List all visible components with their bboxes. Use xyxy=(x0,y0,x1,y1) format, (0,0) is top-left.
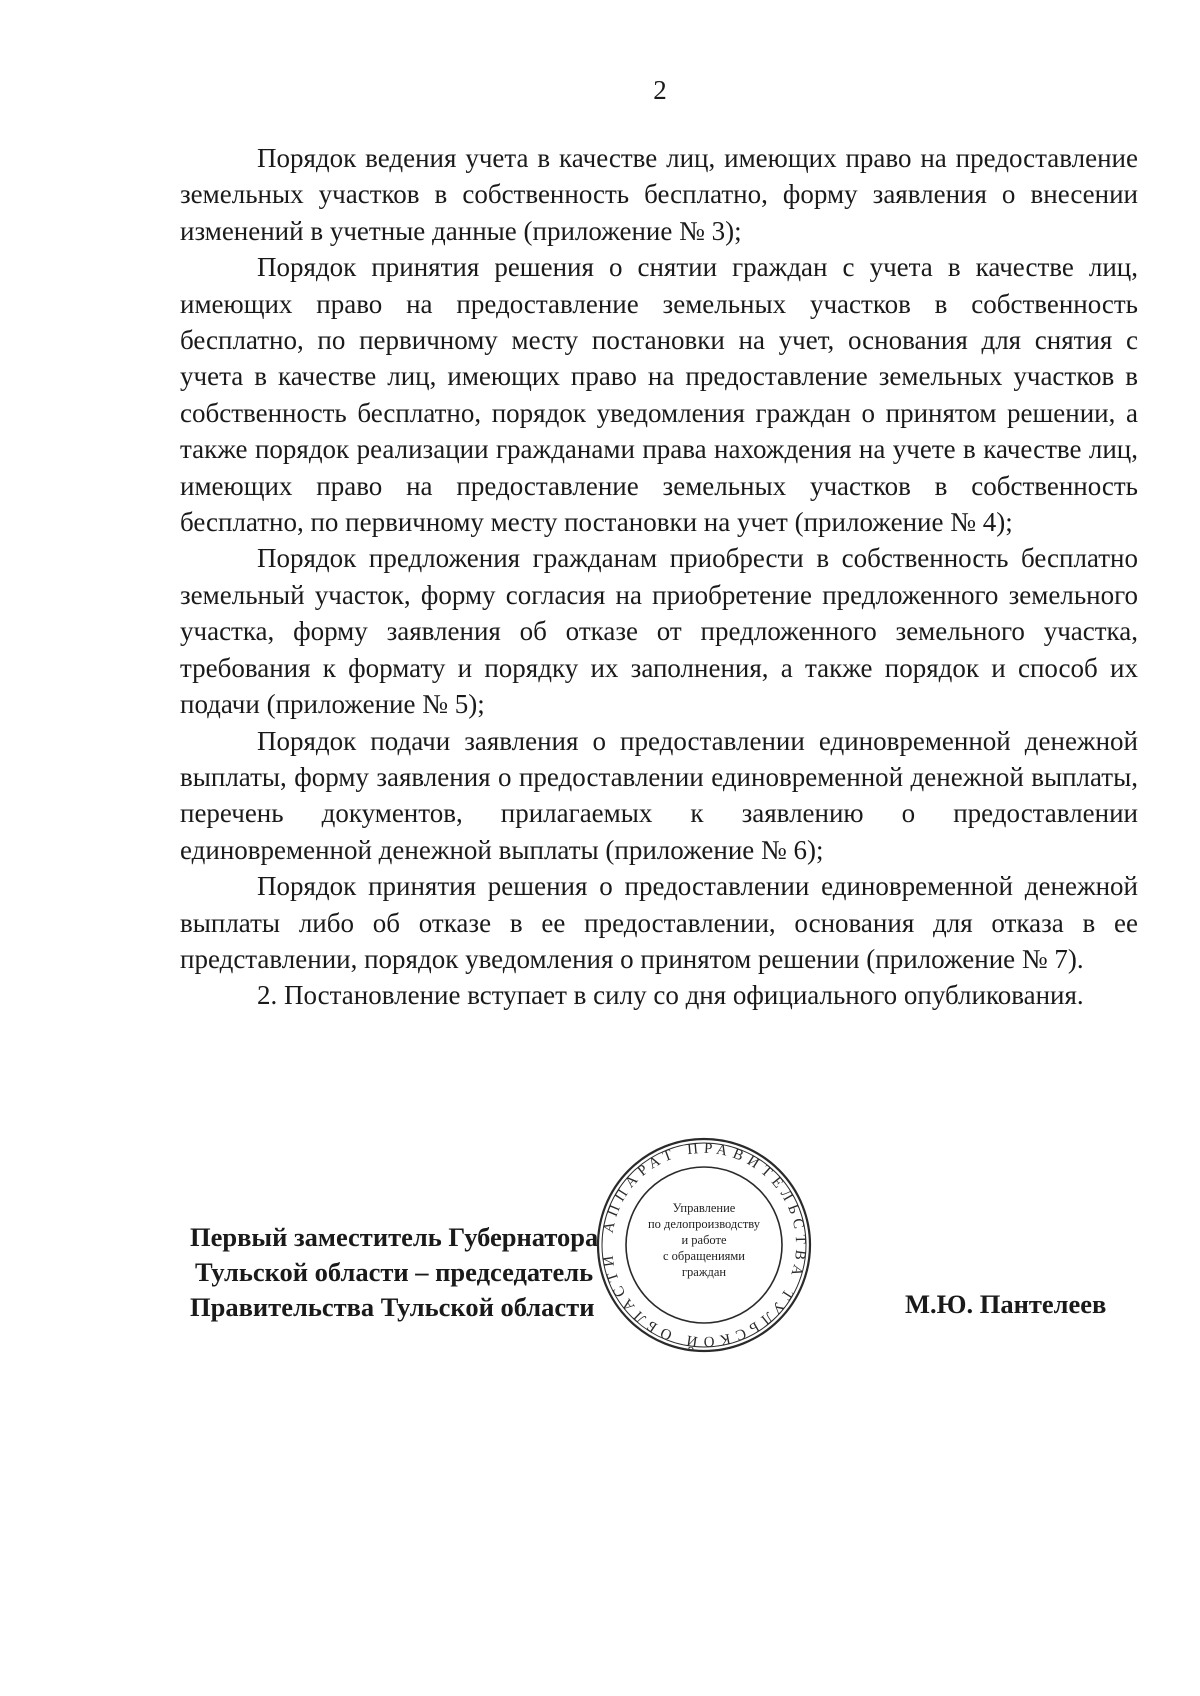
seal-inner-line: граждан xyxy=(681,1265,727,1279)
seal-inner-line: по делопроизводству xyxy=(647,1217,761,1231)
signatory-title-line-1: Первый заместитель Губернатора xyxy=(190,1222,599,1252)
paragraph-appendix-6: Порядок подачи заявления о предоставлении единовременной денежной выплаты, форму заявления о предоставлении единовременной денежной выплаты, перечень документов, прилагаемых к заявлению о предоставлении единовременной денежной выплаты (приложение № 6); xyxy=(180,725,1138,865)
document-body xyxy=(180,140,1138,1014)
paragraph-effective-date: 2. Постановление вступает в силу со дня официального опубликования. xyxy=(257,980,1084,1011)
paragraph-appendix-3: Порядок ведения учета в качестве лиц, имеющих право на предоставление земельных участков в собственность бесплатно, форму заявления о внесении изменений в учетные данные (приложение № 3); xyxy=(180,143,1138,246)
seal-inner-line: и работе xyxy=(681,1233,727,1247)
signatory-title-line-3: Правительства Тульской области xyxy=(190,1292,595,1322)
paragraph-appendix-7: Порядок принятия решения о предоставлении единовременной денежной выплаты либо об отказе в ее предоставлении, основания для отказа в ее представлении, порядок уведомления о принятом решении (приложение № 7). xyxy=(180,871,1138,974)
seal-ring-text: АППАРАТ ПРАВИТЕЛЬСТВА ТУЛЬСКОЙ ОБЛАСТИ xyxy=(599,1140,809,1350)
signatory-title-line-2: Тульской области – председатель xyxy=(195,1257,594,1287)
official-seal xyxy=(592,1136,816,1354)
paragraph-appendix-5: Порядок предложения гражданам приобрести в собственность бесплатно земельный участок, форму согласия на приобретение предложенного земельного участка, форму заявления об отказе от предложенного земельного участка, требования к формату и порядку их заполнения, а также порядок и способ их подачи (приложение № 5); xyxy=(180,543,1138,720)
paragraph-appendix-4: Порядок принятия решения о снятии граждан с учета в качестве лиц, имеющих право на предоставление земельных участков в собственность бесплатно, по первичному месту постановки на учет, основания для снятия с учета в качестве лиц, имеющих право на предоставление земельных участков в собственность бесплатно, порядок уведомления граждан о принятом решении, а также порядок реализации гражданами права нахождения на учете в качестве лиц, имеющих право на предоставление земельных участков в собственность бесплатно, по первичному месту постановки на учет (приложение № 4); xyxy=(180,252,1138,538)
seal-inner-text xyxy=(628,1200,780,1280)
signatory-name: М.Ю. Пантелеев xyxy=(905,1289,1107,1319)
seal-inner-line: с обращениями xyxy=(663,1249,745,1263)
signatory-title xyxy=(190,1220,598,1325)
seal-inner-line: Управление xyxy=(672,1201,736,1215)
page-number: 2 xyxy=(653,75,667,105)
